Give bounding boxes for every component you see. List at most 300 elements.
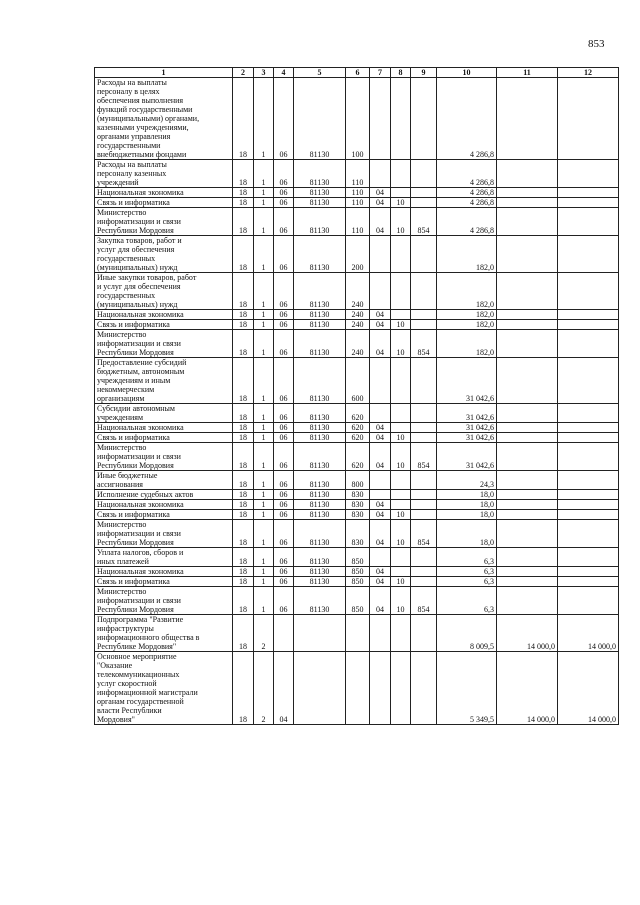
row-name-cell: Министерство информатизации и связи Республики Мордовия bbox=[95, 587, 233, 615]
table-row bbox=[95, 160, 619, 188]
col-8-cell bbox=[391, 548, 411, 567]
amount-12-cell bbox=[558, 198, 619, 208]
amount-11-cell: 14 000,0 bbox=[497, 615, 558, 652]
col-9-cell bbox=[411, 567, 437, 577]
col-9-cell bbox=[411, 320, 437, 330]
col-5-cell: 81130 bbox=[294, 510, 346, 520]
table-row bbox=[95, 587, 619, 615]
col-6-cell: 110 bbox=[346, 188, 370, 198]
col-9-cell: 854 bbox=[411, 208, 437, 236]
row-name-cell: Закупка товаров, работ и услуг для обеспечения государственных (муниципальных) нужд bbox=[95, 236, 233, 273]
amount-12-cell: 14 000,0 bbox=[558, 615, 619, 652]
col-8-cell bbox=[391, 471, 411, 490]
col-5-cell: 81130 bbox=[294, 404, 346, 423]
col-2-cell: 18 bbox=[233, 471, 254, 490]
col-8-cell bbox=[391, 273, 411, 310]
amount-10-cell: 4 286,8 bbox=[437, 208, 497, 236]
col-8-cell: 10 bbox=[391, 577, 411, 587]
amount-11-cell bbox=[497, 273, 558, 310]
col-6-cell: 110 bbox=[346, 160, 370, 188]
col-3-cell: 1 bbox=[254, 310, 274, 320]
header-cell: 4 bbox=[274, 68, 294, 78]
header-cell: 12 bbox=[558, 68, 619, 78]
col-8-cell: 10 bbox=[391, 208, 411, 236]
col-7-cell: 04 bbox=[370, 198, 391, 208]
col-2-cell: 18 bbox=[233, 160, 254, 188]
col-9-cell bbox=[411, 548, 437, 567]
header-cell: 5 bbox=[294, 68, 346, 78]
col-8-cell: 10 bbox=[391, 587, 411, 615]
row-name-cell: Национальная экономика bbox=[95, 500, 233, 510]
col-5-cell: 81130 bbox=[294, 548, 346, 567]
col-6-cell: 620 bbox=[346, 423, 370, 433]
table-row bbox=[95, 188, 619, 198]
col-9-cell: 854 bbox=[411, 520, 437, 548]
col-6-cell: 620 bbox=[346, 433, 370, 443]
col-3-cell: 1 bbox=[254, 587, 274, 615]
col-3-cell: 2 bbox=[254, 615, 274, 652]
col-3-cell: 1 bbox=[254, 198, 274, 208]
col-5-cell: 81130 bbox=[294, 433, 346, 443]
row-name-cell: Министерство информатизации и связи Республики Мордовия bbox=[95, 208, 233, 236]
table-row bbox=[95, 358, 619, 404]
header-row bbox=[95, 68, 619, 78]
col-6-cell: 620 bbox=[346, 404, 370, 423]
col-5-cell: 81130 bbox=[294, 577, 346, 587]
amount-11-cell bbox=[497, 471, 558, 490]
col-5-cell: 81130 bbox=[294, 423, 346, 433]
row-name-cell: Уплата налогов, сборов и иных платежей bbox=[95, 548, 233, 567]
col-5-cell: 81130 bbox=[294, 471, 346, 490]
col-9-cell bbox=[411, 510, 437, 520]
amount-10-cell: 4 286,8 bbox=[437, 198, 497, 208]
header-cell: 1 bbox=[95, 68, 233, 78]
amount-12-cell bbox=[558, 188, 619, 198]
col-7-cell: 04 bbox=[370, 188, 391, 198]
col-9-cell: 854 bbox=[411, 443, 437, 471]
col-5-cell: 81130 bbox=[294, 273, 346, 310]
col-2-cell: 18 bbox=[233, 510, 254, 520]
table-row bbox=[95, 490, 619, 500]
amount-12-cell bbox=[558, 320, 619, 330]
amount-11-cell bbox=[497, 330, 558, 358]
col-4-cell: 06 bbox=[274, 404, 294, 423]
table-body bbox=[95, 78, 619, 725]
col-9-cell bbox=[411, 490, 437, 500]
col-3-cell: 1 bbox=[254, 404, 274, 423]
amount-12-cell bbox=[558, 510, 619, 520]
col-9-cell bbox=[411, 577, 437, 587]
table-row bbox=[95, 652, 619, 725]
col-4-cell: 06 bbox=[274, 471, 294, 490]
col-5-cell: 81130 bbox=[294, 310, 346, 320]
col-7-cell bbox=[370, 236, 391, 273]
col-7-cell: 04 bbox=[370, 500, 391, 510]
col-7-cell: 04 bbox=[370, 433, 391, 443]
col-4-cell: 06 bbox=[274, 500, 294, 510]
col-2-cell: 18 bbox=[233, 587, 254, 615]
col-8-cell: 10 bbox=[391, 433, 411, 443]
row-name-cell: Исполнение судебных актов bbox=[95, 490, 233, 500]
header-cell: 6 bbox=[346, 68, 370, 78]
amount-11-cell bbox=[497, 500, 558, 510]
row-name-cell: Иные бюджетные ассигнования bbox=[95, 471, 233, 490]
col-7-cell bbox=[370, 160, 391, 188]
row-name-cell: Расходы на выплаты персоналу казенных учреждений bbox=[95, 160, 233, 188]
amount-10-cell: 182,0 bbox=[437, 330, 497, 358]
header-cell: 10 bbox=[437, 68, 497, 78]
row-name-cell: Связь и информатика bbox=[95, 433, 233, 443]
col-4-cell: 06 bbox=[274, 577, 294, 587]
col-5-cell: 81130 bbox=[294, 358, 346, 404]
col-2-cell: 18 bbox=[233, 310, 254, 320]
col-9-cell bbox=[411, 236, 437, 273]
amount-11-cell bbox=[497, 433, 558, 443]
col-7-cell: 04 bbox=[370, 520, 391, 548]
table-row bbox=[95, 320, 619, 330]
col-3-cell: 2 bbox=[254, 652, 274, 725]
row-name-cell: Основное мероприятие "Оказание телекоммуникационных услуг скоростной информационной магистрали органам государственной власти Республики Мордовия" bbox=[95, 652, 233, 725]
col-8-cell bbox=[391, 490, 411, 500]
table-row bbox=[95, 404, 619, 423]
col-9-cell: 854 bbox=[411, 587, 437, 615]
col-3-cell: 1 bbox=[254, 443, 274, 471]
amount-12-cell bbox=[558, 208, 619, 236]
col-6-cell: 850 bbox=[346, 587, 370, 615]
row-name-cell: Предоставление субсидий бюджетным, автономным учреждениям и иным некоммерческим организациям bbox=[95, 358, 233, 404]
table-row bbox=[95, 615, 619, 652]
amount-11-cell: 14 000,0 bbox=[497, 652, 558, 725]
col-2-cell: 18 bbox=[233, 320, 254, 330]
col-4-cell: 06 bbox=[274, 433, 294, 443]
table-row bbox=[95, 78, 619, 160]
header-cell: 11 bbox=[497, 68, 558, 78]
amount-11-cell bbox=[497, 160, 558, 188]
col-3-cell: 1 bbox=[254, 208, 274, 236]
col-9-cell bbox=[411, 310, 437, 320]
col-3-cell: 1 bbox=[254, 273, 274, 310]
amount-11-cell bbox=[497, 423, 558, 433]
amount-12-cell bbox=[558, 490, 619, 500]
row-name-cell: Связь и информатика bbox=[95, 198, 233, 208]
amount-10-cell: 31 042,6 bbox=[437, 404, 497, 423]
col-8-cell bbox=[391, 567, 411, 577]
col-3-cell: 1 bbox=[254, 490, 274, 500]
col-2-cell: 18 bbox=[233, 520, 254, 548]
row-name-cell: Министерство информатизации и связи Республики Мордовия bbox=[95, 330, 233, 358]
col-6-cell: 830 bbox=[346, 520, 370, 548]
col-5-cell: 81130 bbox=[294, 587, 346, 615]
col-8-cell: 10 bbox=[391, 443, 411, 471]
amount-12-cell bbox=[558, 330, 619, 358]
col-5-cell bbox=[294, 615, 346, 652]
col-2-cell: 18 bbox=[233, 404, 254, 423]
row-name-cell: Связь и информатика bbox=[95, 577, 233, 587]
amount-10-cell: 182,0 bbox=[437, 273, 497, 310]
col-5-cell: 81130 bbox=[294, 198, 346, 208]
amount-12-cell bbox=[558, 160, 619, 188]
table-row bbox=[95, 310, 619, 320]
amount-11-cell bbox=[497, 510, 558, 520]
col-5-cell: 81130 bbox=[294, 443, 346, 471]
amount-11-cell bbox=[497, 548, 558, 567]
table-row bbox=[95, 236, 619, 273]
header-cell: 7 bbox=[370, 68, 391, 78]
amount-11-cell bbox=[497, 490, 558, 500]
col-3-cell: 1 bbox=[254, 160, 274, 188]
col-4-cell: 06 bbox=[274, 520, 294, 548]
col-5-cell: 81130 bbox=[294, 490, 346, 500]
col-8-cell: 10 bbox=[391, 510, 411, 520]
table-row bbox=[95, 567, 619, 577]
col-7-cell: 04 bbox=[370, 423, 391, 433]
table-row bbox=[95, 577, 619, 587]
amount-12-cell bbox=[558, 358, 619, 404]
col-6-cell: 830 bbox=[346, 490, 370, 500]
col-5-cell: 81130 bbox=[294, 330, 346, 358]
col-6-cell bbox=[346, 652, 370, 725]
col-8-cell: 10 bbox=[391, 330, 411, 358]
col-6-cell: 850 bbox=[346, 567, 370, 577]
amount-11-cell bbox=[497, 567, 558, 577]
amount-11-cell bbox=[497, 188, 558, 198]
col-4-cell: 04 bbox=[274, 652, 294, 725]
row-name-cell: Национальная экономика bbox=[95, 188, 233, 198]
row-name-cell: Субсидии автономным учреждениям bbox=[95, 404, 233, 423]
table-row bbox=[95, 548, 619, 567]
col-4-cell bbox=[274, 615, 294, 652]
col-9-cell bbox=[411, 423, 437, 433]
col-8-cell: 10 bbox=[391, 520, 411, 548]
col-7-cell bbox=[370, 78, 391, 160]
amount-10-cell: 18,0 bbox=[437, 490, 497, 500]
col-9-cell bbox=[411, 188, 437, 198]
amount-10-cell: 6,3 bbox=[437, 587, 497, 615]
col-6-cell: 240 bbox=[346, 330, 370, 358]
header-cell: 3 bbox=[254, 68, 274, 78]
table-row bbox=[95, 443, 619, 471]
col-3-cell: 1 bbox=[254, 567, 274, 577]
col-9-cell bbox=[411, 500, 437, 510]
col-8-cell: 10 bbox=[391, 320, 411, 330]
amount-10-cell: 31 042,6 bbox=[437, 443, 497, 471]
col-3-cell: 1 bbox=[254, 510, 274, 520]
col-6-cell: 600 bbox=[346, 358, 370, 404]
col-3-cell: 1 bbox=[254, 358, 274, 404]
amount-10-cell: 182,0 bbox=[437, 320, 497, 330]
col-6-cell: 100 bbox=[346, 78, 370, 160]
table-row bbox=[95, 520, 619, 548]
amount-10-cell: 18,0 bbox=[437, 500, 497, 510]
col-9-cell bbox=[411, 615, 437, 652]
table-row bbox=[95, 500, 619, 510]
amount-10-cell: 4 286,8 bbox=[437, 188, 497, 198]
amount-12-cell bbox=[558, 577, 619, 587]
col-8-cell: 10 bbox=[391, 198, 411, 208]
col-3-cell: 1 bbox=[254, 548, 274, 567]
col-4-cell: 06 bbox=[274, 423, 294, 433]
amount-11-cell bbox=[497, 78, 558, 160]
page-number: 853 bbox=[588, 38, 605, 50]
col-9-cell bbox=[411, 471, 437, 490]
col-9-cell: 854 bbox=[411, 330, 437, 358]
col-4-cell: 06 bbox=[274, 330, 294, 358]
col-6-cell: 240 bbox=[346, 273, 370, 310]
col-3-cell: 1 bbox=[254, 433, 274, 443]
amount-12-cell bbox=[558, 548, 619, 567]
col-2-cell: 18 bbox=[233, 433, 254, 443]
amount-12-cell bbox=[558, 404, 619, 423]
col-8-cell bbox=[391, 615, 411, 652]
amount-12-cell bbox=[558, 78, 619, 160]
header-cell: 2 bbox=[233, 68, 254, 78]
col-2-cell: 18 bbox=[233, 188, 254, 198]
col-5-cell: 81130 bbox=[294, 520, 346, 548]
col-4-cell: 06 bbox=[274, 548, 294, 567]
col-3-cell: 1 bbox=[254, 423, 274, 433]
col-2-cell: 18 bbox=[233, 198, 254, 208]
col-5-cell: 81130 bbox=[294, 567, 346, 577]
col-6-cell: 110 bbox=[346, 198, 370, 208]
col-4-cell: 06 bbox=[274, 310, 294, 320]
col-8-cell bbox=[391, 310, 411, 320]
table-row bbox=[95, 423, 619, 433]
col-8-cell bbox=[391, 160, 411, 188]
table-row bbox=[95, 198, 619, 208]
amount-10-cell: 182,0 bbox=[437, 310, 497, 320]
col-2-cell: 18 bbox=[233, 577, 254, 587]
table-row bbox=[95, 433, 619, 443]
col-6-cell: 110 bbox=[346, 208, 370, 236]
col-6-cell: 620 bbox=[346, 443, 370, 471]
col-2-cell: 18 bbox=[233, 423, 254, 433]
amount-10-cell: 4 286,8 bbox=[437, 78, 497, 160]
amount-12-cell bbox=[558, 500, 619, 510]
col-7-cell bbox=[370, 471, 391, 490]
amount-10-cell: 31 042,6 bbox=[437, 423, 497, 433]
amount-11-cell bbox=[497, 577, 558, 587]
amount-10-cell: 8 009,5 bbox=[437, 615, 497, 652]
col-2-cell: 18 bbox=[233, 358, 254, 404]
col-4-cell: 06 bbox=[274, 510, 294, 520]
col-4-cell: 06 bbox=[274, 78, 294, 160]
col-7-cell bbox=[370, 615, 391, 652]
col-2-cell: 18 bbox=[233, 330, 254, 358]
amount-11-cell bbox=[497, 443, 558, 471]
col-3-cell: 1 bbox=[254, 577, 274, 587]
amount-12-cell bbox=[558, 443, 619, 471]
col-3-cell: 1 bbox=[254, 320, 274, 330]
col-6-cell bbox=[346, 615, 370, 652]
col-3-cell: 1 bbox=[254, 500, 274, 510]
col-2-cell: 18 bbox=[233, 236, 254, 273]
col-6-cell: 830 bbox=[346, 500, 370, 510]
table-row bbox=[95, 510, 619, 520]
amount-10-cell: 18,0 bbox=[437, 520, 497, 548]
col-7-cell bbox=[370, 652, 391, 725]
col-7-cell bbox=[370, 490, 391, 500]
col-6-cell: 830 bbox=[346, 510, 370, 520]
col-4-cell: 06 bbox=[274, 490, 294, 500]
col-2-cell: 18 bbox=[233, 567, 254, 577]
row-name-cell: Национальная экономика bbox=[95, 423, 233, 433]
col-4-cell: 06 bbox=[274, 198, 294, 208]
amount-12-cell bbox=[558, 567, 619, 577]
amount-11-cell bbox=[497, 310, 558, 320]
col-2-cell: 18 bbox=[233, 500, 254, 510]
col-6-cell: 200 bbox=[346, 236, 370, 273]
col-4-cell: 06 bbox=[274, 320, 294, 330]
col-7-cell: 04 bbox=[370, 208, 391, 236]
col-6-cell: 850 bbox=[346, 548, 370, 567]
col-7-cell: 04 bbox=[370, 577, 391, 587]
col-2-cell: 18 bbox=[233, 208, 254, 236]
col-3-cell: 1 bbox=[254, 471, 274, 490]
col-4-cell: 06 bbox=[274, 358, 294, 404]
amount-12-cell: 14 000,0 bbox=[558, 652, 619, 725]
row-name-cell: Министерство информатизации и связи Республики Мордовия bbox=[95, 443, 233, 471]
col-8-cell bbox=[391, 652, 411, 725]
row-name-cell: Расходы на выплаты персоналу в целях обеспечения выполнения функций государственными (муниципальными) органами, казенными учреждениями, органами управления государственными внебюджетными фондами bbox=[95, 78, 233, 160]
col-4-cell: 06 bbox=[274, 188, 294, 198]
amount-12-cell bbox=[558, 423, 619, 433]
col-9-cell bbox=[411, 273, 437, 310]
col-5-cell: 81130 bbox=[294, 236, 346, 273]
amount-11-cell bbox=[497, 520, 558, 548]
col-7-cell: 04 bbox=[370, 510, 391, 520]
col-3-cell: 1 bbox=[254, 520, 274, 548]
table-row bbox=[95, 273, 619, 310]
col-7-cell: 04 bbox=[370, 320, 391, 330]
col-9-cell bbox=[411, 78, 437, 160]
col-2-cell: 18 bbox=[233, 652, 254, 725]
col-5-cell bbox=[294, 652, 346, 725]
header-cell: 9 bbox=[411, 68, 437, 78]
amount-12-cell bbox=[558, 310, 619, 320]
col-2-cell: 18 bbox=[233, 78, 254, 160]
col-8-cell bbox=[391, 236, 411, 273]
amount-11-cell bbox=[497, 320, 558, 330]
col-5-cell: 81130 bbox=[294, 208, 346, 236]
col-2-cell: 18 bbox=[233, 548, 254, 567]
amount-10-cell: 18,0 bbox=[437, 510, 497, 520]
col-9-cell bbox=[411, 433, 437, 443]
amount-10-cell: 6,3 bbox=[437, 548, 497, 567]
row-name-cell: Национальная экономика bbox=[95, 567, 233, 577]
col-9-cell bbox=[411, 404, 437, 423]
amount-10-cell: 31 042,6 bbox=[437, 433, 497, 443]
row-name-cell: Связь и информатика bbox=[95, 510, 233, 520]
col-6-cell: 800 bbox=[346, 471, 370, 490]
amount-12-cell bbox=[558, 471, 619, 490]
amount-11-cell bbox=[497, 587, 558, 615]
col-3-cell: 1 bbox=[254, 330, 274, 358]
row-name-cell: Связь и информатика bbox=[95, 320, 233, 330]
amount-10-cell: 31 042,6 bbox=[437, 358, 497, 404]
col-5-cell: 81130 bbox=[294, 188, 346, 198]
col-7-cell bbox=[370, 548, 391, 567]
amount-11-cell bbox=[497, 236, 558, 273]
amount-11-cell bbox=[497, 404, 558, 423]
col-2-cell: 18 bbox=[233, 443, 254, 471]
col-4-cell: 06 bbox=[274, 160, 294, 188]
col-5-cell: 81130 bbox=[294, 160, 346, 188]
col-4-cell: 06 bbox=[274, 236, 294, 273]
col-9-cell bbox=[411, 160, 437, 188]
col-6-cell: 240 bbox=[346, 310, 370, 320]
header-cell: 8 bbox=[391, 68, 411, 78]
col-7-cell bbox=[370, 404, 391, 423]
